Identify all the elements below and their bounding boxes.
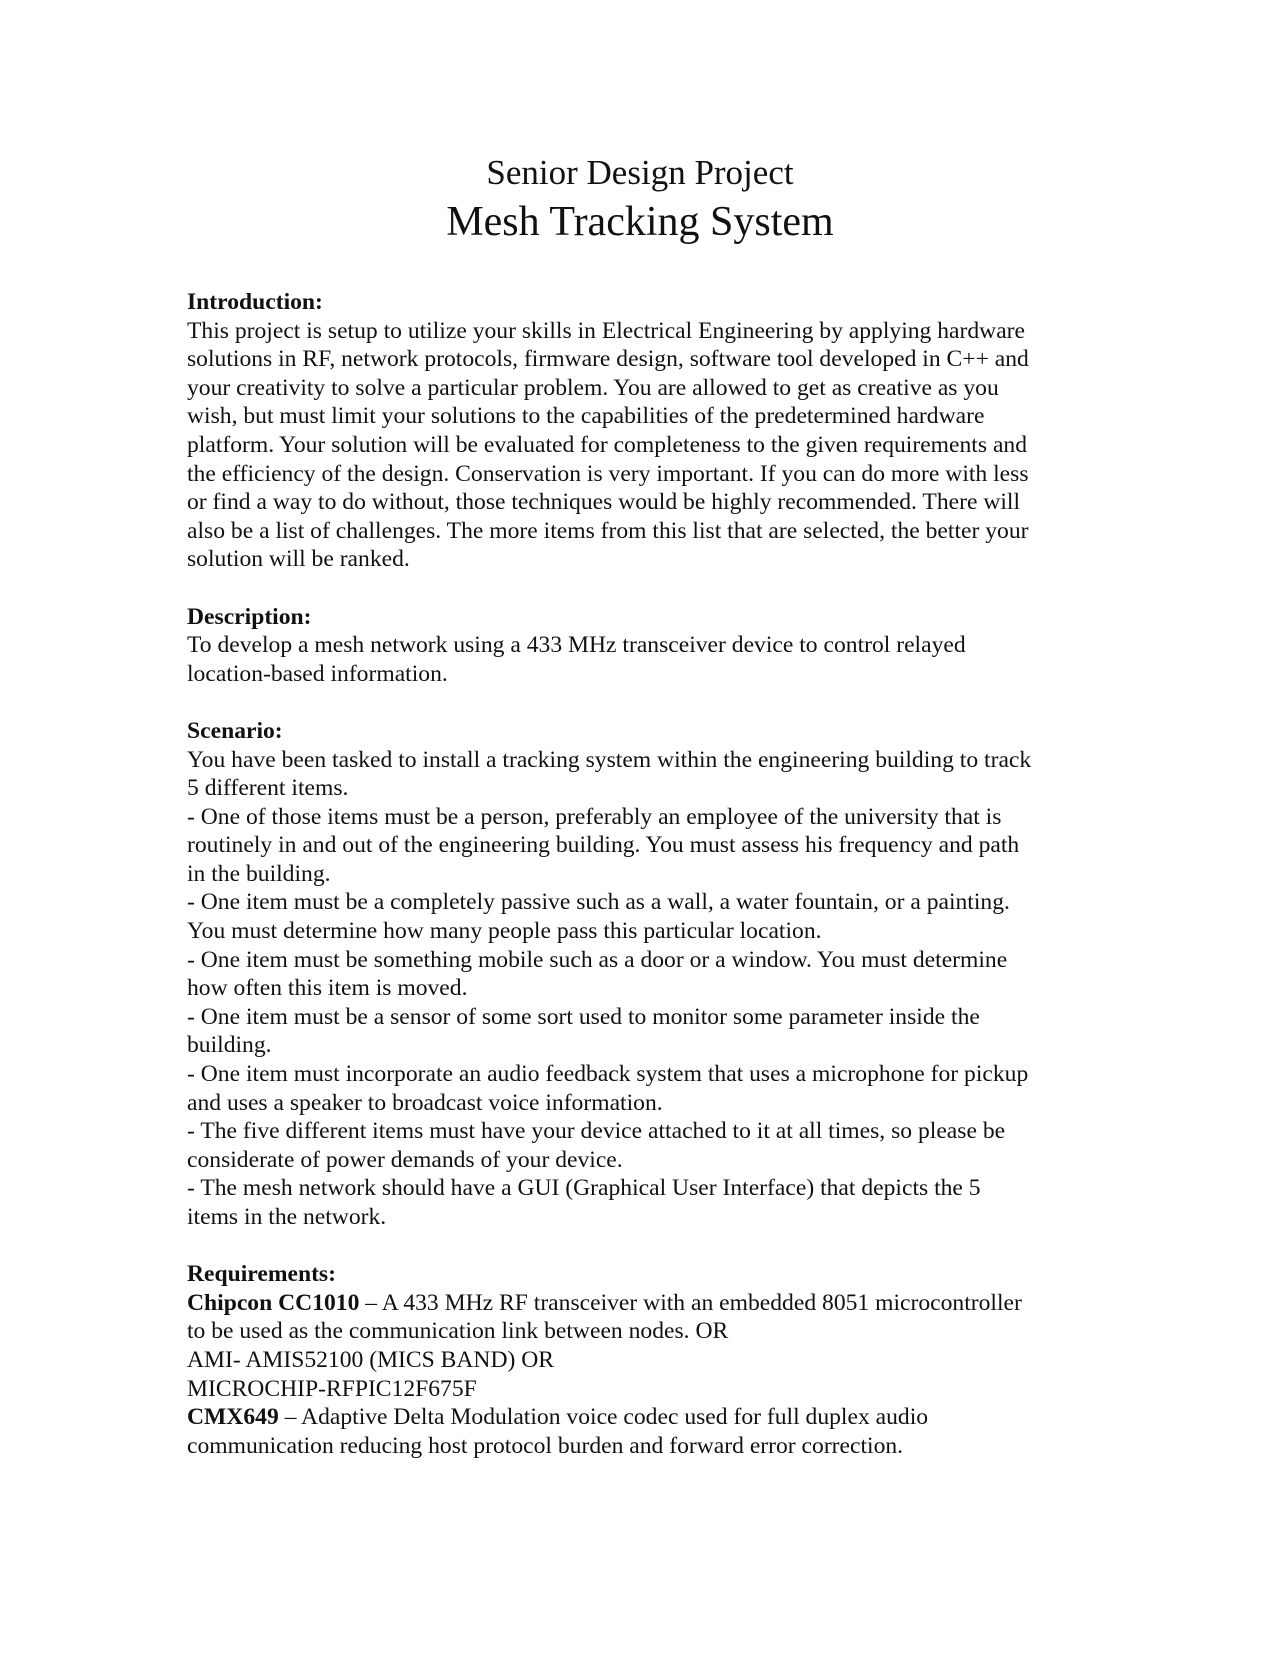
document-subtitle: Senior Design Project [486,153,794,192]
requirement-chipcon [187,1289,1087,1318]
scenario-line: - One item must incorporate an audio feedback system that uses a microphone for pickup [187,1061,1029,1088]
scenario-line: - One item must be a completely passive such as a wall, a water fountain, or a painting. [187,889,1010,916]
requirement-microchip: MICROCHIP-RFPIC12F675F [187,1375,477,1402]
introduction-line: or find a way to do without, those techniques would be highly recommended. There will [187,489,1021,516]
title-block [0,150,1280,248]
cmx-part-name: CMX649 [187,1404,279,1431]
scenario-line: - One item must be something mobile such as a door or a window. You must determine [187,946,1008,973]
scenario-line: - The five different items must have your device attached to it at all times, so please be [187,1118,1006,1145]
requirement-cmx [187,1403,1087,1432]
scenario-line: items in the network. [187,1204,387,1230]
requirements-section [187,1260,1087,1460]
description-heading: Description: [187,603,312,630]
scenario-section [187,717,1087,1232]
requirement-chipcon-continued: to be used as the communication link between nodes. OR [187,1318,729,1345]
scenario-heading: Scenario: [187,717,283,744]
introduction-line: solution will be ranked. [187,546,410,573]
scenario-line: routinely in and out of the engineering building. You must assess his frequency and path [187,832,1020,859]
introduction-line: wish, but must limit your solutions to the capabilities of the predetermined hardware [187,403,985,430]
scenario-line: and uses a speaker to broadcast voice information. [187,1089,663,1116]
description-line: To develop a mesh network using a 433 MHz transceiver device to control relayed [187,632,966,659]
scenario-line: building. [187,1032,272,1059]
scenario-line: - One item must be a sensor of some sort used to monitor some parameter inside the [187,1003,980,1030]
introduction-section [187,288,1087,574]
scenario-line: how often this item is moved. [187,975,468,1002]
document-title: Mesh Tracking System [446,199,834,245]
description-section [187,603,1087,689]
introduction-line: This project is setup to utilize your skills in Electrical Engineering by applying hardware [187,317,1026,344]
scenario-line: - The mesh network should have a GUI (Graphical User Interface) that depicts the 5 [187,1175,981,1202]
requirement-cmx-continued: communication reducing host protocol burden and forward error correction. [187,1432,904,1459]
chipcon-description: – A 433 MHz RF transceiver with an embedded 8051 microcontroller [359,1289,1022,1316]
scenario-line: in the building. [187,860,331,887]
introduction-line: solutions in RF, network protocols, firmware design, software tool developed in C++ and [187,346,1029,373]
scenario-line: You must determine how many people pass this particular location. [187,918,822,945]
cmx-description: – Adaptive Delta Modulation voice codec used for full duplex audio [278,1404,929,1431]
document-body [187,288,1087,1489]
requirement-ami: AMI- AMIS52100 (MICS BAND) OR [187,1346,555,1373]
requirements-heading: Requirements: [187,1261,336,1288]
scenario-line: 5 different items. [187,775,349,802]
introduction-line: platform. Your solution will be evaluated for completeness to the given requirements and [187,431,1028,458]
introduction-heading: Introduction: [187,289,323,315]
description-line: location-based information. [187,660,448,687]
introduction-line: your creativity to solve a particular problem. You are allowed to get as creative as you [187,374,999,401]
introduction-line: also be a list of challenges. The more items from this list that are selected, the better your [187,517,1029,544]
scenario-line: considerate of power demands of your device. [187,1146,623,1173]
scenario-line: - One of those items must be a person, preferably an employee of the university that is [187,803,1002,830]
scenario-line: You have been tasked to install a tracking system within the engineering building to track [187,746,1032,773]
chipcon-part-name: Chipcon CC1010 [187,1289,360,1316]
introduction-line: the efficiency of the design. Conservation is very important. If you can do more with less [187,460,1029,487]
